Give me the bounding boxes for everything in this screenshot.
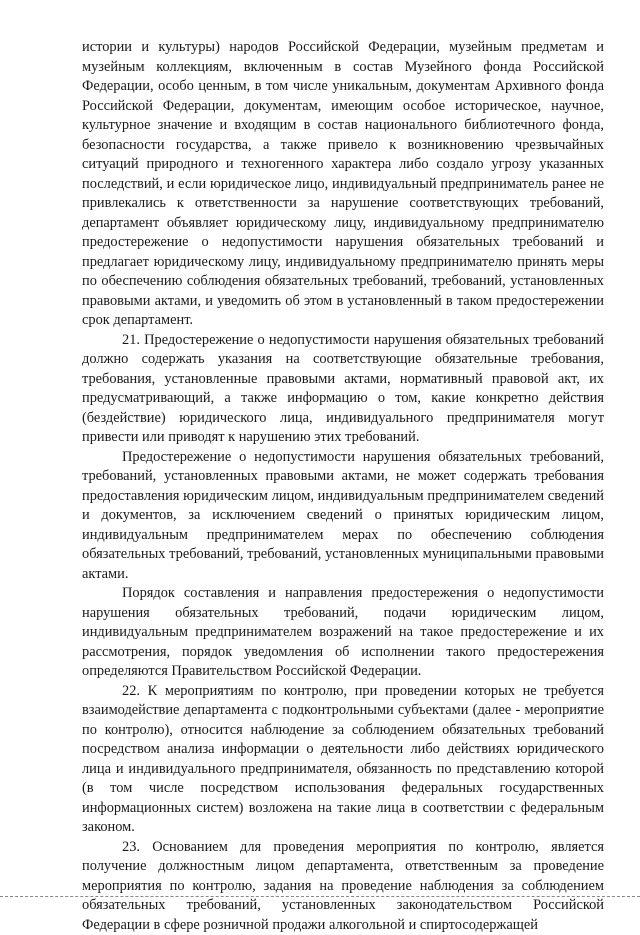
paragraph-23: 23. Основанием для проведения мероприятия по контролю, является получение должностным лицом департамента, ответственным за проведение мероприятия по контролю, задания на проведение наблюдения за соблюдением обязательных требований, установленных законодательством Российской Федерации в сфере розничной продажи алкогольной и спиртосодержащей bbox=[82, 838, 604, 935]
paragraph-21-procedure: Порядок составления и направления предостережения о недопустимости нарушения обязательных требований, подачи юридическим лицом, индивидуальным предпринимателем возражений на такое предостережение и их рассмотрения, порядок уведомления об исполнении такого предостережения определяются Правительством Российской Федерации. bbox=[82, 584, 604, 682]
page-bottom-rule bbox=[0, 896, 640, 897]
document-page bbox=[82, 38, 604, 935]
paragraph-22: 22. К мероприятиям по контролю, при проведении которых не требуется взаимодействие департамента с подконтрольными субъектами (далее - мероприятие по контролю), относится наблюдение за соблюдением обязательных требований посредством анализа информации о деятельности либо действиях юридического лица и индивидуального предпринимателя, обязанность по представлению которой (в том числе посредством использования федеральных государственных информационных систем) возложена на такие лица в соответствии с федеральным законом. bbox=[82, 682, 604, 838]
paragraph-continuation: истории и культуры) народов Российской Федерации, музейным предметам и музейным коллекциям, включенным в состав Музейного фонда Российской Федерации, особо ценным, в том числе уникальным, документам Архивного фонда Российской Федерации, документам, имеющим особое историческое, научное, культурное значение и входящим в состав национального библиотечного фонда, безопасности государства, а также привело к возникновению чрезвычайных ситуаций природного и техногенного характера либо создало угрозу указанных последствий, и если юридическое лицо, индивидуальный предприниматель ранее не привлекались к ответственности за нарушение соответствующих требований, департамент объявляет юридическому лицу, индивидуальному предпринимателю предостережение о недопустимости нарушения обязательных требований и предлагает юридическому лицу, индивидуальному предпринимателю принять меры по обеспечению соблюдения обязательных требований, требований, установленных правовыми актами, и уведомить об этом в установленный в таком предостережении срок департамент. bbox=[82, 38, 604, 331]
paragraph-21: 21. Предостережение о недопустимости нарушения обязательных требований должно содержать указания на соответствующие обязательные требования, требования, установленные правовыми актами, нормативный правовой акт, их предусматривающий, а также информацию о том, какие конкретно действия (бездействие) юридического лица, индивидуального предпринимателя могут привести или приводят к нарушению этих требований. bbox=[82, 331, 604, 448]
paragraph-21-warning-contents: Предостережение о недопустимости нарушения обязательных требований, требований, установленных правовыми актами, не может содержать требования предоставления юридическим лицом, индивидуальным предпринимателем сведений и документов, за исключением сведений о принятых юридическим лицом, индивидуальным предпринимателем мерах по обеспечению соблюдения обязательных требований, требований, установленных муниципальными правовыми актами. bbox=[82, 448, 604, 585]
